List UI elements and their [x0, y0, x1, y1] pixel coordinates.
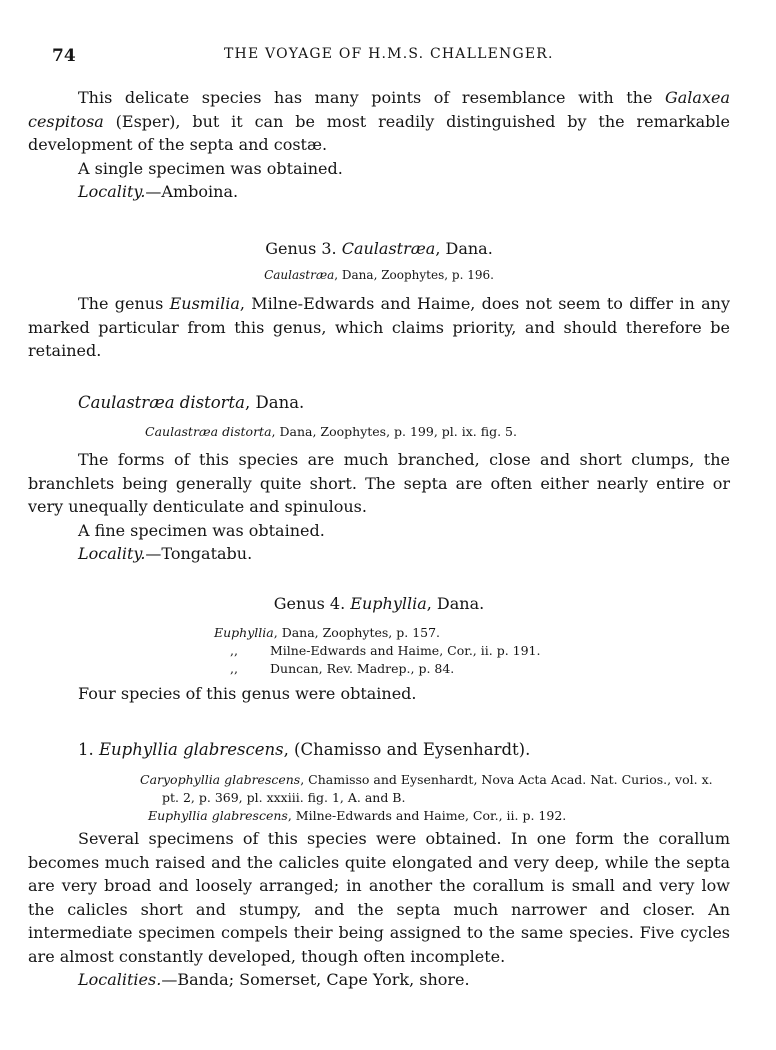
- glabrescens-references: [140, 771, 730, 825]
- reference-line: Euphyllia glabrescens, Milne-Edwards and Haime, Cor., ii. p. 192.: [148, 808, 567, 823]
- intro-paragraph: This delicate species has many points of resemblance with the Galaxea cespitosa (Esper), but it can be most readily distinguished by the remarkable development of the septa and costæ.: [28, 88, 730, 154]
- locality-line: [28, 968, 730, 992]
- reference-line: ,, Duncan, Rev. Madrep., p. 84.: [230, 661, 455, 676]
- locality-value: —Amboina.: [145, 182, 239, 201]
- specimen-note: A fine specimen was obtained.: [78, 520, 325, 540]
- genus-3-heading: Genus 3. Caulastræa, Dana.: [265, 239, 493, 258]
- genus-3-description: The genus Eusmilia, Milne-Edwards and Haime, does not seem to differ in any marked particular from this genus, which claims priority, and should therefore be retained.: [28, 294, 731, 360]
- locality-value: —Banda; Somerset, Cape York, shore.: [161, 970, 470, 989]
- locality-label: Localities.: [78, 970, 162, 989]
- glabrescens-heading: 1. Euphyllia glabrescens, (Chamisso and Eysenhardt).: [78, 740, 531, 759]
- running-title: THE VOYAGE OF H.M.S. CHALLENGER.: [224, 46, 554, 62]
- reference-line: Euphyllia, Dana, Zoophytes, p. 157.: [214, 625, 441, 640]
- locality-label: Locality.: [78, 544, 146, 563]
- reference-line: ,, Milne-Edwards and Haime, Cor., ii. p. 191.: [230, 643, 541, 658]
- page-number: 74: [52, 46, 76, 66]
- specimen-note: A single specimen was obtained.: [78, 158, 343, 178]
- distorta-heading: Caulastræa distorta, Dana.: [78, 393, 305, 412]
- page-header: [52, 46, 732, 68]
- species-name: Galaxea cespitosa: [28, 88, 730, 131]
- distorta-section: [28, 448, 730, 566]
- locality-line: [28, 542, 730, 566]
- locality-label: Locality.: [78, 182, 146, 201]
- glabrescens-section: [28, 827, 730, 992]
- intro-section: [28, 86, 730, 204]
- distorta-description: The forms of this species are much branched, close and short clumps, the branchlets being generally quite short. The septa are often either nearly entire or very unequally denticulate and spinulous.: [28, 450, 730, 516]
- genus-3-reference: Caulastræa, Dana, Zoophytes, p. 196.: [264, 268, 494, 282]
- locality-line: [28, 180, 730, 204]
- reference-line: pt. 2, p. 369, pl. xxxiii. fig. 1, A. and B.: [162, 790, 406, 805]
- genus-4-references: [214, 624, 540, 678]
- glabrescens-description: Several specimens of this species were obtained. In one form the corallum becomes much raised and the calicles quite elongated and very deep, while the septa are very broad and loosely arranged; in another the corallum is small and very low the calicles short and stumpy, and the septa much narrower and closer. An intermediate specimen compels their being assigned to the same species. Five cycles are almost constantly developed, though often incomplete.: [28, 829, 730, 966]
- distorta-reference: Caulastræa distorta, Dana, Zoophytes, p. 199, pl. ix. fig. 5.: [145, 424, 517, 439]
- genus-4-description: Four species of this genus were obtained.: [78, 684, 417, 703]
- locality-value: —Tongatabu.: [145, 544, 253, 563]
- genus-4-heading: Genus 4. Euphyllia, Dana.: [273, 594, 485, 613]
- reference-line: Caryophyllia glabrescens, Chamisso and Eysenhardt, Nova Acta Acad. Nat. Curios., vol. x.: [140, 772, 713, 787]
